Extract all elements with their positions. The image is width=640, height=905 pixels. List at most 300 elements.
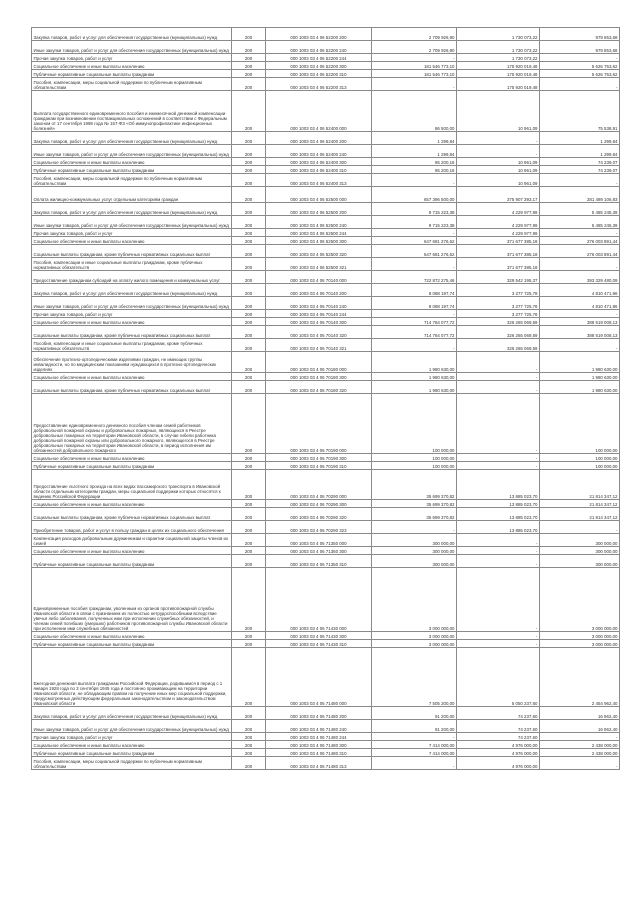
row-budget-code: 000 1003 03 4 06 52200 313 — [266, 78, 372, 91]
row-unexecuted-amount: 300 000,00 — [540, 555, 620, 568]
row-approved-amount: 300 000,00 — [372, 547, 457, 555]
row-approved-amount: 100 000,00 — [372, 462, 457, 470]
row-executed-amount: - — [457, 547, 540, 555]
row-approved-amount: - — [372, 174, 457, 187]
row-line-code: 200 — [232, 749, 266, 757]
row-line-code: 200 — [232, 352, 266, 373]
row-budget-code: 000 1003 03 4 06 70290 300 — [266, 500, 372, 508]
row-approved-amount: - — [372, 521, 457, 534]
row-executed-amount: 3 277 725,78 — [457, 310, 540, 318]
row-executed-amount: 3 277 725,78 — [457, 297, 540, 310]
row-name: Предоставление единовременного денежного пособия членам семей работников добровольной пожарной охраны и добровольных пожарных, являющихся в Реестре добровольных пожарных на территории Ивановской области, в случае гибели работника добровольной пожарной охраны или добровольного пожарного, являющегося в Реестре добровольных пожарных на территории Ивановской области, в период исполнения им обязанностей добровольного пожарного — [32, 394, 232, 454]
table-row — [32, 547, 620, 555]
row-approved-amount: 722 872 275,46 — [372, 271, 457, 284]
row-name: Единовременные пособия гражданам, уволенным из органов противопожарной службы Ивановской области в связи с признанием их полностью нетрудоспособными вследствие увечья либо заболевания, полученных ими при исполнении служебных обязанностей, и членам семей погибших (умерших) работников противопожарной службы Ивановской области при исполнении ими служебных обязанностей — [32, 568, 232, 632]
row-executed-amount: - — [457, 454, 540, 462]
row-executed-amount: - — [457, 555, 540, 568]
row-name: Закупка товаров, работ и услуг для обеспечения государственных (муниципальных) нужд — [32, 707, 232, 720]
table-row — [32, 462, 620, 470]
table-row — [32, 318, 620, 326]
row-approved-amount: 181 546 773,10 — [372, 70, 457, 78]
row-name: Предоставление гражданам субсидий на оплату жилого помещения и коммунальных услуг — [32, 271, 232, 284]
row-budget-code: 000 1003 03 4 06 71480 244 — [266, 733, 372, 741]
row-budget-code: 000 1003 03 4 06 52500 240 — [266, 216, 372, 229]
row-approved-amount: 714 784 077,72 — [372, 318, 457, 326]
table-row — [32, 70, 620, 78]
row-unexecuted-amount: 393 329 480,09 — [540, 271, 620, 284]
row-unexecuted-amount: 21 814 347,12 — [540, 500, 620, 508]
row-budget-code: 000 1003 03 4 06 52500 244 — [266, 229, 372, 237]
table-row — [32, 174, 620, 187]
row-unexecuted-amount: - — [540, 78, 620, 91]
row-budget-code: 000 1003 03 4 06 71480 300 — [266, 741, 372, 749]
row-unexecuted-amount: 100 000,00 — [540, 394, 620, 454]
row-executed-amount: 10 961,09 — [457, 166, 540, 174]
row-line-code: 200 — [232, 145, 266, 158]
row-line-code: 200 — [232, 284, 266, 297]
row-unexecuted-amount: 979 853,68 — [540, 28, 620, 41]
row-name: Оплата жилищно-коммунальных услуг отдельным категориям граждан — [32, 187, 232, 203]
row-unexecuted-amount: - — [540, 258, 620, 271]
row-name: Иные закупки товаров, работ и услуг для обеспечения государственных (муниципальных) нужд — [32, 145, 232, 158]
row-name: Прочая закупка товаров, работ и услуг — [32, 54, 232, 62]
table-row — [32, 271, 620, 284]
row-unexecuted-amount: 276 003 891,44 — [540, 237, 620, 245]
row-line-code: 200 — [232, 203, 266, 216]
table-row — [32, 54, 620, 62]
row-budget-code: 000 1003 03 4 06 52400 313 — [266, 174, 372, 187]
row-budget-code: 000 1003 03 4 06 71480 313 — [266, 757, 372, 770]
row-name: Социальное обеспечение и иные выплаты населению — [32, 318, 232, 326]
row-approved-amount: 7 414 000,00 — [372, 749, 457, 757]
row-unexecuted-amount: 5 626 753,62 — [540, 70, 620, 78]
table-row — [32, 229, 620, 237]
row-unexecuted-amount: 100 000,00 — [540, 462, 620, 470]
row-executed-amount: 13 885 023,70 — [457, 500, 540, 508]
row-line-code: 200 — [232, 54, 266, 62]
row-budget-code: 000 1003 03 4 06 70140 244 — [266, 310, 372, 318]
row-budget-code: 000 1003 03 4 06 52200 244 — [266, 54, 372, 62]
row-line-code: 200 — [232, 394, 266, 454]
row-approved-amount: 35 699 370,82 — [372, 470, 457, 500]
row-executed-amount: - — [457, 632, 540, 640]
row-unexecuted-amount: 388 519 008,13 — [540, 326, 620, 339]
row-line-code: 200 — [232, 707, 266, 720]
row-unexecuted-amount: 1 299,84 — [540, 145, 620, 158]
row-approved-amount: - — [372, 78, 457, 91]
row-line-code: 200 — [232, 326, 266, 339]
row-unexecuted-amount: 300 000,00 — [540, 547, 620, 555]
row-line-code: 200 — [232, 521, 266, 534]
row-budget-code: 000 1003 03 4 06 70140 200 — [266, 284, 372, 297]
row-executed-amount: 4 229 977,99 — [457, 203, 540, 216]
row-unexecuted-amount: - — [540, 54, 620, 62]
row-name: Пособия, компенсации и иные социальные выплаты гражданам, кроме публичных нормативных обязательств — [32, 258, 232, 271]
row-name: Публичные нормативные социальные выплаты гражданам — [32, 749, 232, 757]
row-executed-amount: - — [457, 534, 540, 547]
row-approved-amount: 85 200,16 — [372, 158, 457, 166]
table-row — [32, 326, 620, 339]
row-executed-amount: 10 961,09 — [457, 174, 540, 187]
row-line-code: 200 — [232, 271, 266, 284]
row-line-code: 200 — [232, 187, 266, 203]
row-unexecuted-amount: 3 000 000,00 — [540, 568, 620, 632]
table-row — [32, 757, 620, 770]
table-row — [32, 237, 620, 245]
row-approved-amount: 7 505 200,00 — [372, 648, 457, 707]
row-budget-code: 000 1003 03 4 06 70290 000 — [266, 470, 372, 500]
row-name: Компенсация расходов добровольным дружинникам и гарантии социальной защиты членов их семей — [32, 534, 232, 547]
table-row — [32, 733, 620, 741]
row-name: Ежегодная денежная выплата гражданам Российской Федерации, родившимся в период с 1 января 1928 года по 3 сентября 1945 года и постоянно проживающим на территории Ивановской области, не обладающим правом на получение иных мер социальной поддержки, предусмотренных действующим федеральным законодательством и законодательством Ивановской области — [32, 648, 232, 707]
row-line-code: 200 — [232, 381, 266, 394]
table-row — [32, 508, 620, 521]
row-unexecuted-amount: - — [540, 339, 620, 352]
row-name: Прочая закупка товаров, работ и услуг — [32, 733, 232, 741]
row-unexecuted-amount: 74 239,07 — [540, 158, 620, 166]
table-row — [32, 132, 620, 145]
table-row — [32, 521, 620, 534]
row-line-code: 200 — [232, 78, 266, 91]
row-unexecuted-amount: - — [540, 174, 620, 187]
row-budget-code: 000 1003 03 4 06 70140 321 — [266, 339, 372, 352]
row-budget-code: 000 1003 03 4 06 52400 240 — [266, 145, 372, 158]
table-row — [32, 741, 620, 749]
row-line-code: 200 — [232, 62, 266, 70]
row-executed-amount: 375 907 393,17 — [457, 187, 540, 203]
row-unexecuted-amount: - — [540, 757, 620, 770]
row-budget-code: 000 1003 03 4 06 70180 320 — [266, 381, 372, 394]
row-line-code: 200 — [232, 757, 266, 770]
row-line-code: 200 — [232, 237, 266, 245]
table-row — [32, 245, 620, 258]
row-line-code: 200 — [232, 508, 266, 521]
row-executed-amount: 13 885 023,70 — [457, 521, 540, 534]
row-approved-amount: 35 699 370,82 — [372, 500, 457, 508]
row-unexecuted-amount: 75 538,91 — [540, 91, 620, 132]
table-row — [32, 310, 620, 318]
row-unexecuted-amount: 21 814 347,12 — [540, 470, 620, 500]
row-name: Публичные нормативные социальные выплаты гражданам — [32, 640, 232, 648]
row-approved-amount: 9 715 223,38 — [372, 203, 457, 216]
row-executed-amount: - — [457, 640, 540, 648]
row-name: Иные закупки товаров, работ и услуг для обеспечения государственных (муниципальных) нужд — [32, 297, 232, 310]
row-executed-amount: 329 542 195,37 — [457, 271, 540, 284]
row-budget-code: 000 1003 03 4 06 70290 323 — [266, 521, 372, 534]
row-line-code: 200 — [232, 166, 266, 174]
row-approved-amount: 1 980 630,00 — [372, 352, 457, 373]
row-approved-amount: 1 299,84 — [372, 132, 457, 145]
row-unexecuted-amount: 2 454 962,40 — [540, 648, 620, 707]
row-unexecuted-amount: 5 626 753,62 — [540, 62, 620, 70]
row-name: Предоставление льготного проезда на всех видах пассажирского транспорта в Ивановской области отдельным категориям граждан, меры социальной поддержки которых относятся к ведению Российской Федерации — [32, 470, 232, 500]
row-unexecuted-amount: 16 962,40 — [540, 720, 620, 733]
row-executed-amount: 13 885 023,70 — [457, 508, 540, 521]
row-executed-amount: - — [457, 132, 540, 145]
row-budget-code: 000 1003 03 4 06 52400 310 — [266, 166, 372, 174]
row-approved-amount: 8 088 197,74 — [372, 297, 457, 310]
row-approved-amount: - — [372, 258, 457, 271]
row-executed-amount: 4 976 000,00 — [457, 757, 540, 770]
row-executed-amount: - — [457, 381, 540, 394]
row-approved-amount: 9 715 223,38 — [372, 216, 457, 229]
row-approved-amount: 181 546 773,10 — [372, 62, 457, 70]
row-line-code: 200 — [232, 462, 266, 470]
row-budget-code: 000 1003 03 4 06 52200 200 — [266, 28, 372, 41]
row-unexecuted-amount: - — [540, 229, 620, 237]
row-executed-amount: 326 265 069,59 — [457, 326, 540, 339]
table-row — [32, 720, 620, 733]
row-name: Публичные нормативные социальные выплаты гражданам — [32, 166, 232, 174]
row-budget-code: 000 1003 03 4 06 52200 300 — [266, 62, 372, 70]
row-unexecuted-amount: 1 980 630,00 — [540, 373, 620, 381]
row-executed-amount: 1 730 073,22 — [457, 28, 540, 41]
row-executed-amount: 326 265 069,59 — [457, 339, 540, 352]
row-executed-amount: 4 976 000,00 — [457, 749, 540, 757]
row-executed-amount: 4 976 000,00 — [457, 741, 540, 749]
row-unexecuted-amount: 1 980 630,00 — [540, 381, 620, 394]
row-name: Социальное обеспечение и иные выплаты населению — [32, 547, 232, 555]
row-approved-amount: 300 000,00 — [372, 555, 457, 568]
row-name: Закупка товаров, работ и услуг для обеспечения государственных (муниципальных) нужд — [32, 203, 232, 216]
row-executed-amount: 371 677 385,18 — [457, 237, 540, 245]
row-executed-amount: 175 920 019,48 — [457, 78, 540, 91]
row-name: Публичные нормативные социальные выплаты гражданам — [32, 462, 232, 470]
row-executed-amount: - — [457, 373, 540, 381]
row-unexecuted-amount: 1 299,84 — [540, 132, 620, 145]
row-name: Социальные выплаты гражданам, кроме публичных нормативных социальных выплат — [32, 245, 232, 258]
row-unexecuted-amount: 2 438 000,00 — [540, 749, 620, 757]
row-line-code: 200 — [232, 28, 266, 41]
row-unexecuted-amount: - — [540, 733, 620, 741]
row-line-code: 200 — [232, 640, 266, 648]
row-approved-amount: - — [372, 310, 457, 318]
row-unexecuted-amount: 281 489 106,83 — [540, 187, 620, 203]
row-executed-amount: - — [457, 462, 540, 470]
row-line-code: 200 — [232, 373, 266, 381]
row-line-code: 200 — [232, 258, 266, 271]
row-budget-code: 000 1003 03 4 06 71350 000 — [266, 534, 372, 547]
row-line-code: 200 — [232, 229, 266, 237]
row-approved-amount: 714 784 077,72 — [372, 326, 457, 339]
row-budget-code: 000 1003 03 4 06 71430 310 — [266, 640, 372, 648]
row-name: Иные закупки товаров, работ и услуг для обеспечения государственных (муниципальных) нужд — [32, 216, 232, 229]
row-line-code: 200 — [232, 216, 266, 229]
row-approved-amount: 100 000,00 — [372, 454, 457, 462]
row-executed-amount: 4 229 977,99 — [457, 216, 540, 229]
row-budget-code: 000 1003 03 4 06 52200 310 — [266, 70, 372, 78]
row-budget-code: 000 1003 03 4 06 71430 300 — [266, 632, 372, 640]
row-executed-amount: 10 961,09 — [457, 91, 540, 132]
row-executed-amount: 74 237,60 — [457, 720, 540, 733]
row-approved-amount: 85 200,16 — [372, 166, 457, 174]
table-row — [32, 470, 620, 500]
row-unexecuted-amount: 21 814 347,12 — [540, 508, 620, 521]
row-executed-amount: 5 050 237,60 — [457, 648, 540, 707]
row-line-code: 200 — [232, 648, 266, 707]
row-line-code: 200 — [232, 555, 266, 568]
table-row — [32, 203, 620, 216]
row-line-code: 200 — [232, 534, 266, 547]
row-line-code: 200 — [232, 470, 266, 500]
row-unexecuted-amount: 3 000 000,00 — [540, 632, 620, 640]
row-approved-amount: 86 500,00 — [372, 91, 457, 132]
row-executed-amount: 175 920 019,48 — [457, 70, 540, 78]
row-budget-code: 000 1003 03 4 06 71350 300 — [266, 547, 372, 555]
table-row — [32, 632, 620, 640]
row-executed-amount: 371 677 385,18 — [457, 245, 540, 258]
table-row — [32, 394, 620, 454]
table-row — [32, 145, 620, 158]
table-row — [32, 41, 620, 54]
row-executed-amount: - — [457, 352, 540, 373]
table-row — [32, 648, 620, 707]
table-row — [32, 707, 620, 720]
row-name: Социальное обеспечение и иные выплаты населению — [32, 741, 232, 749]
row-unexecuted-amount: 4 810 471,96 — [540, 284, 620, 297]
table-row — [32, 258, 620, 271]
row-unexecuted-amount: 5 485 245,39 — [540, 216, 620, 229]
row-name: Приобретение товаров, работ и услуг в пользу граждан в целях их социального обеспечения — [32, 521, 232, 534]
row-executed-amount: 74 237,60 — [457, 707, 540, 720]
table-row — [32, 381, 620, 394]
row-executed-amount: 74 237,60 — [457, 733, 540, 741]
table-row — [32, 555, 620, 568]
row-line-code: 200 — [232, 174, 266, 187]
table-row — [32, 534, 620, 547]
table-row — [32, 640, 620, 648]
row-executed-amount: 1 730 073,22 — [457, 41, 540, 54]
row-name: Иные закупки товаров, работ и услуг для обеспечения государственных (муниципальных) нужд — [32, 41, 232, 54]
row-approved-amount: - — [372, 339, 457, 352]
row-executed-amount: 3 277 725,78 — [457, 284, 540, 297]
row-budget-code: 000 1003 03 4 06 71480 310 — [266, 749, 372, 757]
row-name: Публичные нормативные социальные выплаты гражданам — [32, 70, 232, 78]
row-name: Социальное обеспечение и иные выплаты населению — [32, 237, 232, 245]
row-executed-amount: 326 265 069,59 — [457, 318, 540, 326]
table-row — [32, 568, 620, 632]
row-approved-amount: - — [372, 229, 457, 237]
row-line-code: 200 — [232, 547, 266, 555]
row-executed-amount: 371 677 385,18 — [457, 258, 540, 271]
row-approved-amount: 1 299,84 — [372, 145, 457, 158]
row-approved-amount: 100 000,00 — [372, 394, 457, 454]
table-row — [32, 62, 620, 70]
row-unexecuted-amount: 388 519 008,13 — [540, 318, 620, 326]
row-name: Пособия, компенсации, меры социальной поддержки по публичным нормативным обязательствам — [32, 174, 232, 187]
row-unexecuted-amount: 5 485 245,39 — [540, 203, 620, 216]
row-name: Публичные нормативные социальные выплаты гражданам — [32, 555, 232, 568]
row-unexecuted-amount: 979 853,68 — [540, 41, 620, 54]
row-budget-code: 000 1003 03 4 06 70180 000 — [266, 352, 372, 373]
row-budget-code: 000 1003 03 4 06 70190 000 — [266, 394, 372, 454]
row-approved-amount: 91 200,00 — [372, 720, 457, 733]
row-name: Социальные выплаты гражданам, кроме публичных нормативных социальных выплат — [32, 326, 232, 339]
row-line-code: 200 — [232, 720, 266, 733]
row-budget-code: 000 1003 03 4 06 70140 000 — [266, 271, 372, 284]
row-name: Социальные выплаты гражданам, кроме публичных нормативных социальных выплат — [32, 508, 232, 521]
row-budget-code: 000 1003 03 4 06 70190 310 — [266, 462, 372, 470]
row-name: Пособия, компенсации, меры социальной поддержки по публичным нормативным обязательствам — [32, 78, 232, 91]
row-budget-code: 000 1003 03 4 06 70140 300 — [266, 318, 372, 326]
row-line-code: 200 — [232, 297, 266, 310]
row-unexecuted-amount: 16 962,40 — [540, 707, 620, 720]
row-budget-code: 000 1003 03 4 06 70140 320 — [266, 326, 372, 339]
row-line-code: 200 — [232, 41, 266, 54]
row-approved-amount: 7 414 000,00 — [372, 741, 457, 749]
table-row — [32, 158, 620, 166]
row-budget-code: 000 1003 03 4 06 71430 000 — [266, 568, 372, 632]
row-name: Социальное обеспечение и иные выплаты населению — [32, 158, 232, 166]
table-row — [32, 187, 620, 203]
row-name: Пособия, компенсации и иные социальные выплаты гражданам, кроме публичных нормативных обязательств — [32, 339, 232, 352]
row-name: Прочая закупка товаров, работ и услуг — [32, 310, 232, 318]
row-name: Социальное обеспечение и иные выплаты населению — [32, 62, 232, 70]
row-budget-code: 000 1003 03 4 06 52200 240 — [266, 41, 372, 54]
row-executed-amount: - — [457, 568, 540, 632]
table-row — [32, 500, 620, 508]
row-approved-amount: - — [372, 757, 457, 770]
table-row — [32, 284, 620, 297]
row-unexecuted-amount: - — [540, 310, 620, 318]
row-budget-code: 000 1003 03 4 06 52400 000 — [266, 91, 372, 132]
row-line-code: 200 — [232, 741, 266, 749]
row-approved-amount: 8 088 197,74 — [372, 284, 457, 297]
table-row — [32, 352, 620, 373]
row-unexecuted-amount: 276 003 891,44 — [540, 245, 620, 258]
row-name: Социальное обеспечение и иные выплаты населению — [32, 454, 232, 462]
budget-execution-table — [31, 27, 620, 770]
row-budget-code: 000 1003 03 4 06 52500 200 — [266, 203, 372, 216]
row-approved-amount: 2 709 926,90 — [372, 41, 457, 54]
row-budget-code: 000 1003 03 4 06 70190 300 — [266, 454, 372, 462]
table-row — [32, 339, 620, 352]
row-executed-amount: 1 730 073,22 — [457, 54, 540, 62]
row-approved-amount: 35 699 370,82 — [372, 508, 457, 521]
row-budget-code: 000 1003 03 4 06 52500 000 — [266, 187, 372, 203]
row-unexecuted-amount: 2 438 000,00 — [540, 741, 620, 749]
row-executed-amount: - — [457, 394, 540, 454]
row-budget-code: 000 1003 03 4 06 71480 000 — [266, 648, 372, 707]
row-budget-code: 000 1003 03 4 06 52500 320 — [266, 245, 372, 258]
row-executed-amount: - — [457, 145, 540, 158]
row-budget-code: 000 1003 03 4 06 71480 200 — [266, 707, 372, 720]
row-approved-amount: 91 200,00 — [372, 707, 457, 720]
row-name: Выплата государственного единовременного пособия и ежемесячной денежной компенсации гражданам при возникновении поствакцинальных осложнений в соответствии с Федеральным законом от 17 сентября 1998 года № 157-ФЗ «Об иммунопрофилактике инфекционных болезней» — [32, 91, 232, 132]
row-budget-code: 000 1003 03 4 06 52400 300 — [266, 158, 372, 166]
row-name: Социальное обеспечение и иные выплаты населению — [32, 373, 232, 381]
row-line-code: 200 — [232, 70, 266, 78]
row-approved-amount: 1 980 630,00 — [372, 381, 457, 394]
table-row — [32, 28, 620, 41]
row-executed-amount: 175 920 019,48 — [457, 62, 540, 70]
row-name: Социальные выплаты гражданам, кроме публичных нормативных социальных выплат — [32, 381, 232, 394]
row-executed-amount: 4 229 977,99 — [457, 229, 540, 237]
row-name: Прочая закупка товаров, работ и услуг — [32, 229, 232, 237]
row-budget-code: 000 1003 03 4 06 70140 240 — [266, 297, 372, 310]
row-line-code: 200 — [232, 132, 266, 145]
row-name: Социальное обеспечение и иные выплаты населению — [32, 632, 232, 640]
row-line-code: 200 — [232, 339, 266, 352]
row-unexecuted-amount: 3 000 000,00 — [540, 640, 620, 648]
row-name: Закупка товаров, работ и услуг для обеспечения государственных (муниципальных) нужд — [32, 132, 232, 145]
table-row — [32, 373, 620, 381]
row-approved-amount: 647 681 276,62 — [372, 237, 457, 245]
row-executed-amount: 10 961,09 — [457, 158, 540, 166]
row-budget-code: 000 1003 03 4 06 71480 240 — [266, 720, 372, 733]
row-line-code: 200 — [232, 310, 266, 318]
row-approved-amount: 657 396 500,00 — [372, 187, 457, 203]
